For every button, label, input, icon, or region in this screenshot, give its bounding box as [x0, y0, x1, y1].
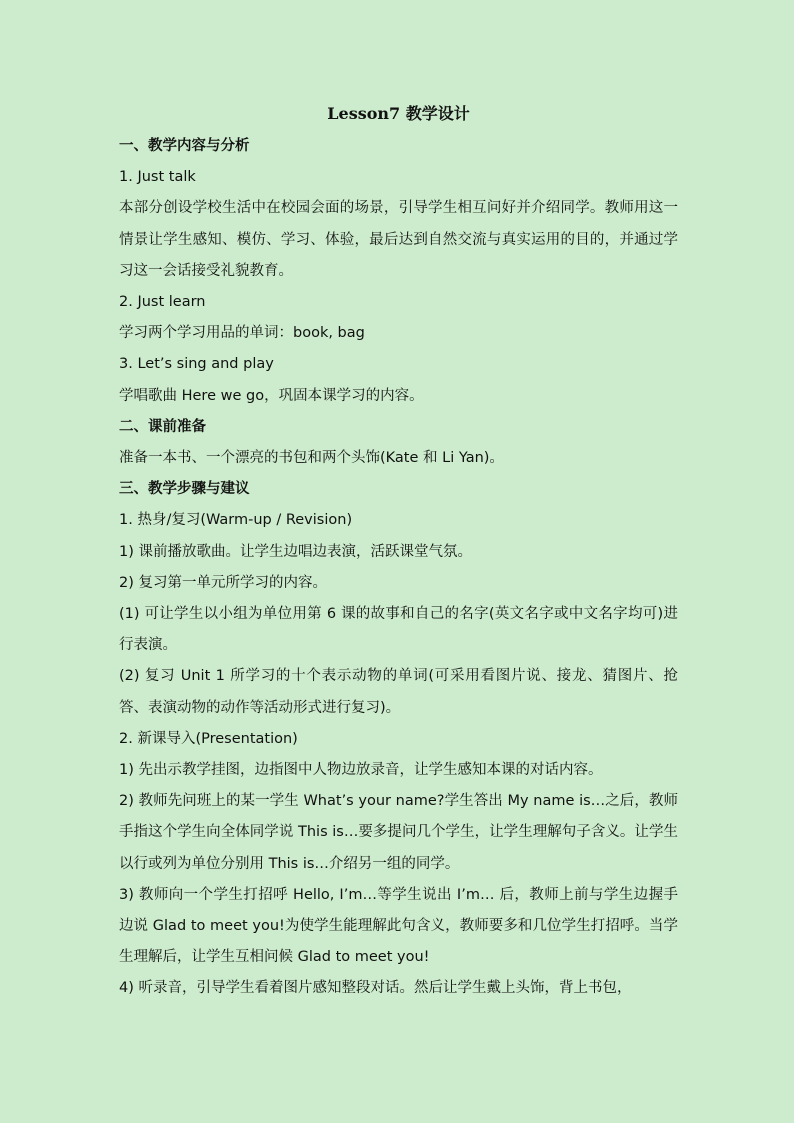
step2-3: 3) 教师向一个学生打招呼 Hello, I’m…等学生说出 I’m… 后，教师上前与学生边握手边说 Glad to meet you!为使学生能理解此句含义，教师要多和几位学生打招呼。当学生理解后，让学生互相问候 Glad to meet you! — [119, 886, 678, 966]
step1-2: 2) 复习第一单元所学习的内容。 — [119, 574, 327, 591]
document-title: Lesson7 教学设计 — [327, 104, 470, 123]
step2-1: 1) 先出示教学挂图，边指图中人物边放录音，让学生感知本课的对话内容。 — [119, 762, 603, 779]
step1-2a: (1) 可让学生以小组为单位用第 6 课的故事和自己的名字(英文名字或中文名字均可)进行表演。 — [119, 606, 678, 654]
section2-heading: 二、课前准备 — [119, 418, 206, 435]
item1-text: 本部分创设学校生活中在校园会面的场景，引导学生相互问好并介绍同学。教师用这一情景让学生感知、模仿、学习、体验，最后达到自然交流与真实运用的目的，并通过学习这一会话接受礼貌教育。 — [119, 200, 678, 279]
step2-2: 2) 教师先问班上的某一学生 What’s your name?学生答出 My name is…之后，教师手指这个学生向全体同学说 This is…要多提问几个学生，让学生理解句子含义。让学生以行或列为单位分别用 This is…介绍另一组的同学。 — [119, 793, 678, 872]
step2-title: 2. 新课导入(Presentation) — [119, 730, 298, 747]
step1-1: 1) 课前播放歌曲。让学生边唱边表演，活跃课堂气氛。 — [119, 543, 472, 560]
item1-title: 1. Just talk — [119, 169, 196, 186]
section2-text: 准备一本书、一个漂亮的书包和两个头饰(Kate 和 Li Yan)。 — [119, 450, 504, 467]
step1-title: 1. 热身/复习(Warm-up / Revision) — [119, 512, 353, 529]
item2-text: 学习两个学习用品的单词：book, bag — [119, 325, 365, 342]
step2-4: 4) 听录音，引导学生看着图片感知整段对话。然后让学生戴上头饰，背上书包， — [119, 980, 632, 997]
step1-2b: (2) 复习 Unit 1 所学习的十个表示动物的单词(可采用看图片说、接龙、猜图片、抢答、表演动物的动作等活动形式进行复习)。 — [119, 668, 678, 716]
item3-text: 学唱歌曲 Here we go，巩固本课学习的内容。 — [119, 387, 424, 404]
item2-title: 2. Just learn — [119, 294, 206, 311]
section1-heading: 一、教学内容与分析 — [119, 138, 250, 154]
section3-heading: 三、教学步骤与建议 — [119, 481, 250, 498]
item3-title: 3. Let’s sing and play — [119, 356, 274, 373]
